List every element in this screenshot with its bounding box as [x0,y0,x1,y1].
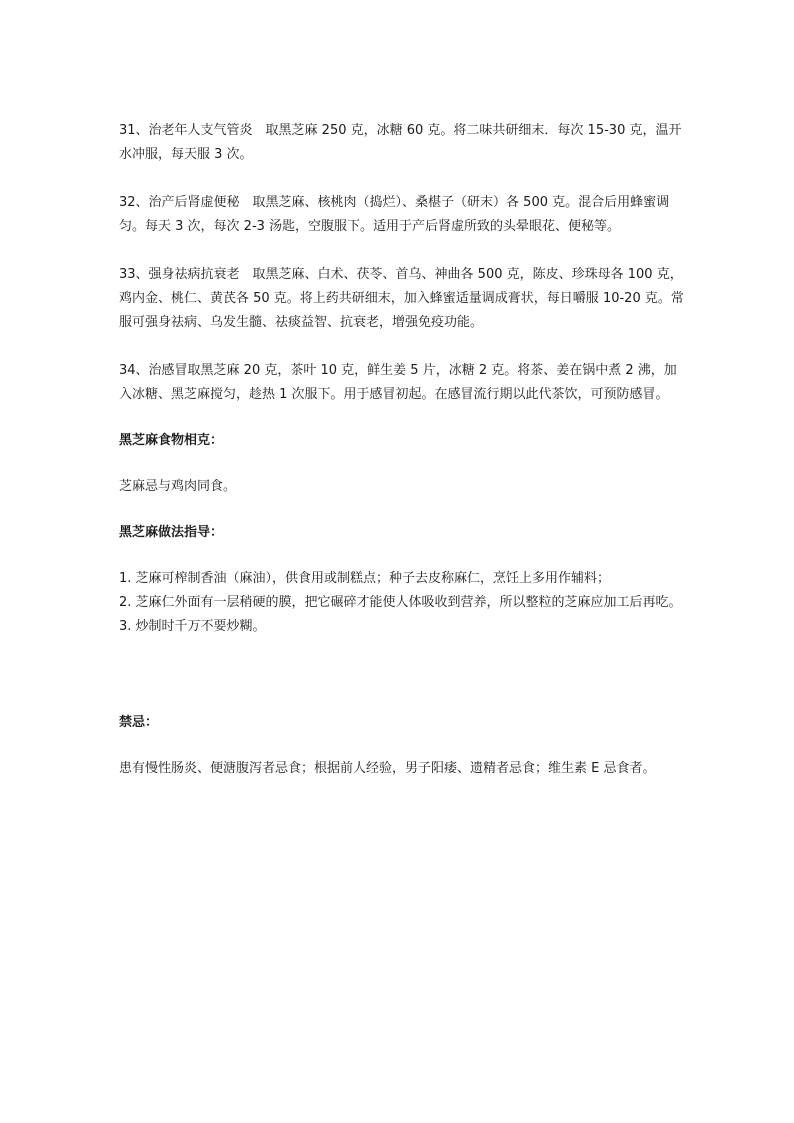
spacer [119,545,685,567]
spacer [119,453,685,475]
cooking-guide-heading: 黑芝麻做法指导： [119,525,224,540]
remedy-34-paragraph: 34、治感冒取黑芝麻 20 克，茶叶 10 克，鲜生姜 5 片，冰糖 2 克。将茶、姜在锅中煮 2 沸，加入冰糖、黑芝麻搅匀，趁热 1 次服下。用于感冒初起。在感冒流行期以此代茶饮，可预防感冒。 [119,363,677,402]
taboo-text: 患有慢性肠炎、便溏腹泻者忌食；根据前人经验，男子阳痿、遗精者忌食；维生素 E 忌食者。 [119,761,656,776]
food-conflict-heading: 黑芝麻食物相克： [119,433,224,448]
spacer [119,639,685,711]
food-conflict-text: 芝麻忌与鸡肉同食。 [119,479,237,494]
cooking-guide-list [119,567,685,639]
spacer [119,735,685,757]
taboo-heading: 禁忌： [119,715,159,730]
remedy-31-paragraph: 31、治老年人支气管炎 取黑芝麻 250 克，冰糖 60 克。将二味共研细末．每次 15-30 克，温开水冲服，每天服 3 次。 [119,123,682,162]
list-item: 2. 芝麻仁外面有一层稍硬的膜，把它碾碎才能使人体吸收到营养，所以整粒的芝麻应加工后再吃。 [119,595,682,610]
list-item: 3. 炒制时千万不要炒糊。 [119,619,266,634]
document-page [119,119,685,781]
spacer [119,239,685,263]
remedy-32-paragraph: 32、治产后肾虚便秘 取黑芝麻、核桃肉（捣烂）、桑椹子（研末）各 500 克。混合后用蜂蜜调匀。每天 3 次，每次 2-3 汤匙，空腹服下。适用于产后肾虚所致的头晕眼花、便秘等。 [119,195,670,234]
remedy-33-paragraph: 33、强身祛病抗衰老 取黑芝麻、白术、茯苓、首乌、神曲各 500 克，陈皮、珍珠母各 100 克，鸡内金、桃仁、黄芪各 50 克。将上药共研细末，加入蜂蜜适量调成膏状，每日嚼服 10-20 克。常服可强身祛病、乌发生髓、祛痰益智、抗衰老，增强免疫功能。 [119,267,684,330]
spacer [119,407,685,429]
spacer [119,167,685,191]
spacer [119,499,685,521]
spacer [119,335,685,359]
list-item: 1. 芝麻可榨制香油（麻油），供食用或制糕点；种子去皮称麻仁，烹饪上多用作辅料； [119,571,611,586]
